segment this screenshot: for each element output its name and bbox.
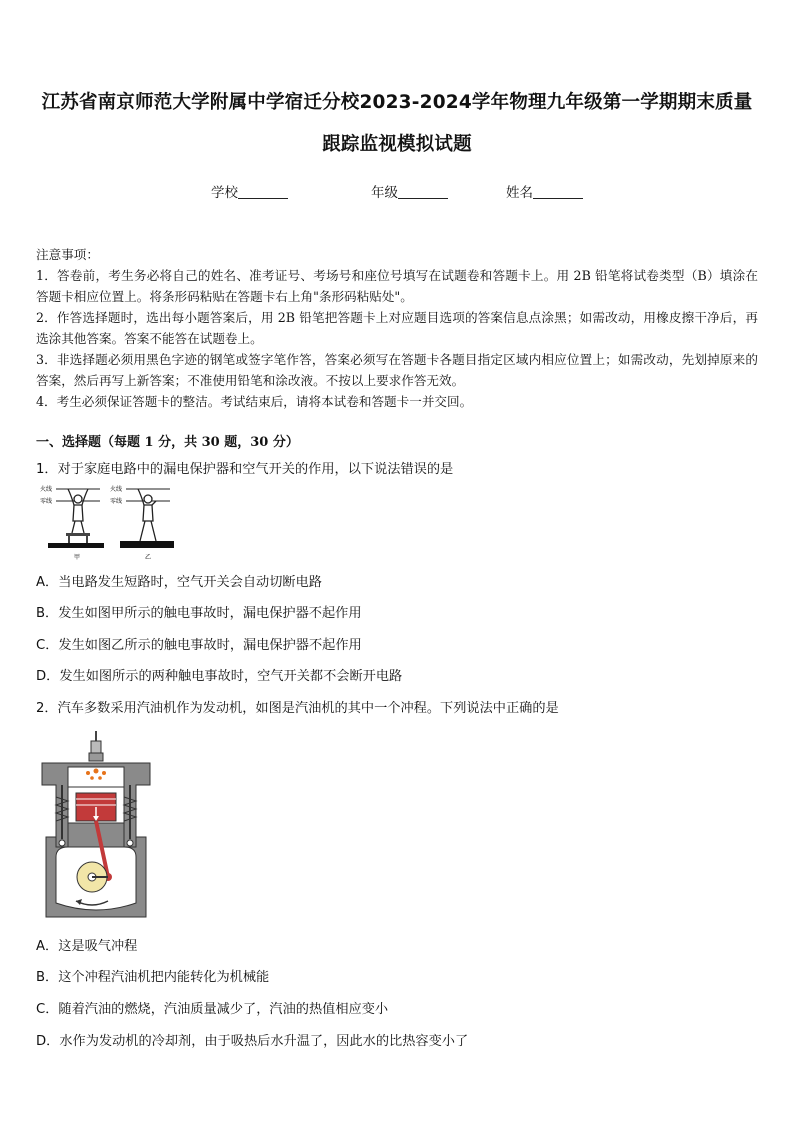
notes-heading: 注意事项： — [36, 247, 99, 262]
note-item: 2．作答选择题时，选出每小题答案后，用 2B 铅笔把答题卡上对应题目选项的答案信息点涂黑；如需改动，用橡皮擦干净后，再选涂其他答案。答案不能答在试题卷上。 — [36, 310, 758, 346]
stool-top — [66, 533, 90, 536]
question-2-option-a: A．这是吸气冲程 — [36, 939, 138, 954]
question-2-stem: 2．汽车多数采用汽油机作为发动机，如图是汽油机的其中一个冲程。下列说法中正确的是 — [36, 701, 559, 716]
question-1-option-a: A．当电路发生短路时，空气开关会自动切断电路 — [36, 575, 322, 590]
name-label: 姓名 — [506, 185, 533, 201]
engine-stroke-figure — [36, 727, 156, 922]
note-item: 4．考生必须保证答题卡的整洁。考试结束后，请将本试卷和答题卡一并交回。 — [36, 394, 473, 409]
electric-shock-figure — [38, 481, 178, 561]
question-2-option-c: C．随着汽油的燃烧，汽油质量减少了，汽油的热值相应变小 — [36, 1002, 389, 1017]
question-2-option-b: B．这个冲程汽油机把内能转化为机械能 — [36, 970, 270, 985]
school-field — [211, 181, 288, 201]
grade-label: 年级 — [371, 185, 398, 201]
figure-label-b: 乙 — [145, 554, 152, 561]
figure-label-a: 甲 — [74, 554, 81, 561]
person-figure-a — [68, 489, 88, 533]
exam-title-line-2: 跟踪监视模拟试题 — [322, 134, 472, 155]
person-figure-b — [138, 489, 156, 541]
question-1-option-c: C．发生如图乙所示的触电事故时，漏电保护器不起作用 — [36, 638, 362, 653]
neutral-wire-label-a: 零线 — [40, 498, 53, 505]
live-wire-label-a: 火线 — [40, 486, 53, 493]
grade-field — [371, 181, 448, 201]
name-blank[interactable] — [533, 184, 583, 199]
live-wire-label-b: 火线 — [110, 486, 123, 493]
school-label: 学校 — [211, 185, 238, 201]
ground-a — [48, 543, 104, 548]
exam-title-line-1: 江苏省南京师范大学附属中学宿迁分校2023-2024学年物理九年级第一学期期末质量 — [41, 92, 753, 113]
spark-plug — [89, 731, 103, 761]
question-2-option-d: D．水作为发动机的冷却剂，由于吸热后水升温了，因此水的比热容变小了 — [36, 1034, 469, 1049]
section-title: 一、选择题（每题 1 分，共 30 题，30 分） — [36, 435, 299, 450]
neutral-wire-label-b: 零线 — [110, 498, 123, 505]
piston — [76, 793, 116, 821]
note-item: 1．答卷前，考生务必将自己的姓名、准考证号、考场号和座位号填写在试题卷和答题卡上。用 2B 铅笔将试卷类型（B）填涂在答题卡相应位置上。将条形码粘贴在答题卡右上角"条形码粘贴处"。 — [36, 268, 758, 304]
note-item: 3．非选择题必须用黑色字迹的钢笔或签字笔作答，答案必须写在答题卡各题目指定区域内相应位置上；如需改动，先划掉原来的答案，然后再写上新答案；不准使用铅笔和涂改液。不按以上要求作答无效。 — [36, 352, 758, 388]
question-1-stem: 1．对于家庭电路中的漏电保护器和空气开关的作用，以下说法错误的是 — [36, 462, 454, 477]
school-blank[interactable] — [238, 184, 288, 199]
grade-blank[interactable] — [398, 184, 448, 199]
question-1-option-b: B．发生如图甲所示的触电事故时，漏电保护器不起作用 — [36, 606, 362, 621]
exam-notes — [36, 244, 758, 412]
question-1-option-d: D．发生如图所示的两种触电事故时，空气开关都不会断开电路 — [36, 669, 403, 684]
crankshaft — [77, 862, 108, 892]
name-field — [506, 181, 583, 201]
ground-b — [120, 541, 174, 548]
